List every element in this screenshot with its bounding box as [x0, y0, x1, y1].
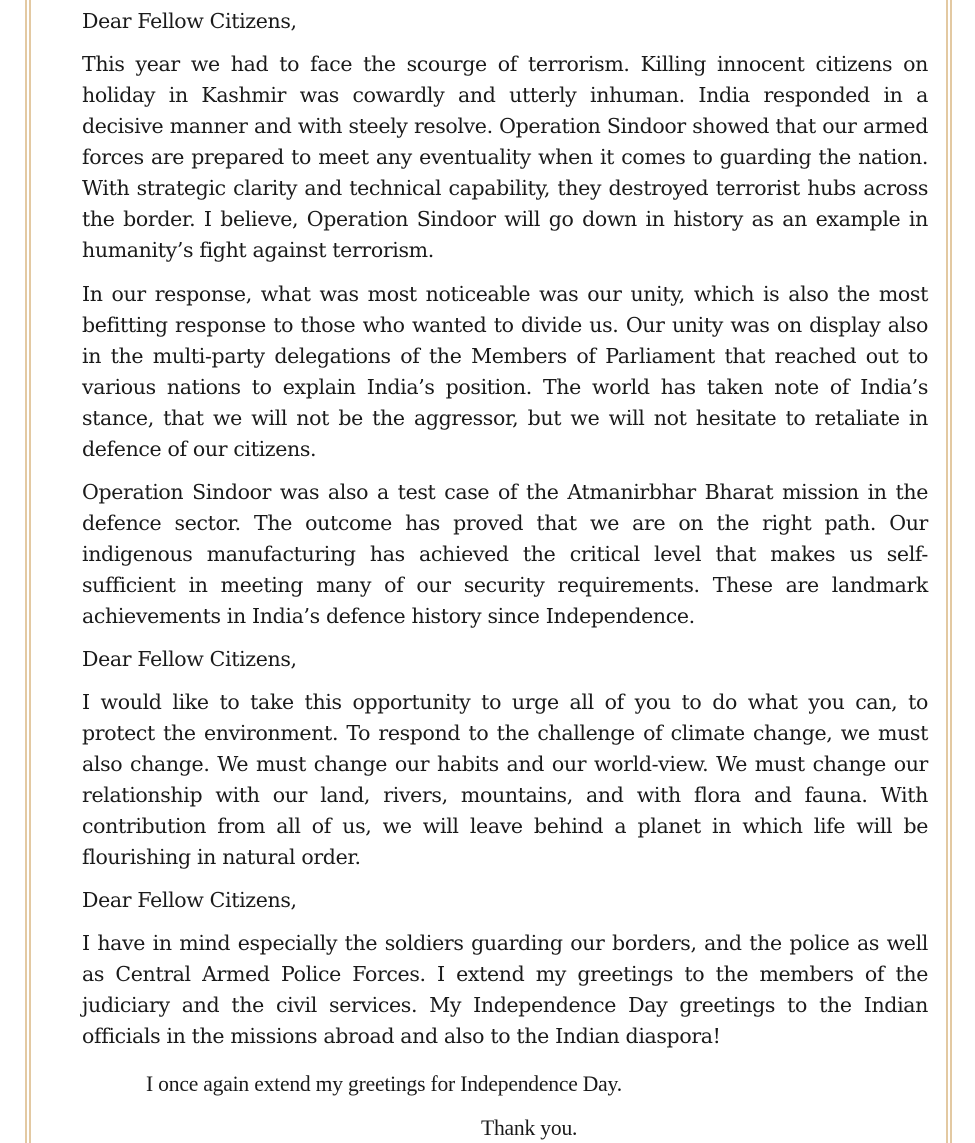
paragraph-unity: In our response, what was most noticeable was our unity, which is also the most befitting response to those who wanted to divide us. Our unity was on display also in the multi-party delegations of the Members of Parliament that reached out to various nations to explain India’s position. The world has taken note of India’s stance, that we will not be the aggressor, but we will not hesitate to retaliate in defence of our citizens. [82, 282, 928, 461]
salutation: Dear Fellow Citizens, [82, 888, 297, 912]
page-border-left-inner [29, 0, 31, 1143]
paragraph-atmanirbhar: Operation Sindoor was also a test case of the Atmanirbhar Bharat mission in the defence sector. The outcome has proved that we are on the right path. Our indigenous manufacturing has achieved the critical level that makes us self-sufficient in meeting many of our security requirements. These are landmark achievements in India’s defence history since Independence. [82, 480, 928, 628]
paragraph-greetings: I have in mind especially the soldiers guarding our borders, and the police as well as Central Armed Police Forces. I extend my greetings to the members of the judiciary and the civil services. My Independence Day greetings to the Indian officials in the missions abroad and also to the Indian diaspora! [82, 931, 928, 1048]
paragraph-environment: I would like to take this opportunity to urge all of you to do what you can, to protect the environment. To respond to the challenge of climate change, we must also change. We must change our habits and our world-view. We must change our relationship with our land, rivers, mountains, and with flora and fauna. With contribution from all of us, we will leave behind a planet in which life will be flourishing in natural order. [82, 690, 928, 869]
closing-line: I once again extend my greetings for Independence Day. [146, 1071, 622, 1096]
thanks-line: Thank you. [481, 1115, 578, 1140]
paragraph-terrorism: This year we had to face the scourge of terrorism. Killing innocent citizens on holiday in Kashmir was cowardly and utterly inhuman. India responded in a decisive manner and with steely resolve. Operation Sindoor showed that our armed forces are prepared to meet any eventuality when it comes to guarding the nation. With strategic clarity and technical capability, they destroyed terrorist hubs across the border. I believe, Operation Sindoor will go down in history as an example in humanity’s fight against terrorism. [82, 52, 928, 262]
salutation: Dear Fellow Citizens, [82, 9, 297, 33]
page-border-left-outer [25, 0, 27, 1143]
page-border-right-outer [950, 0, 952, 1143]
letter-body [82, 6, 928, 1052]
page-border-right-inner [946, 0, 948, 1143]
salutation: Dear Fellow Citizens, [82, 647, 297, 671]
